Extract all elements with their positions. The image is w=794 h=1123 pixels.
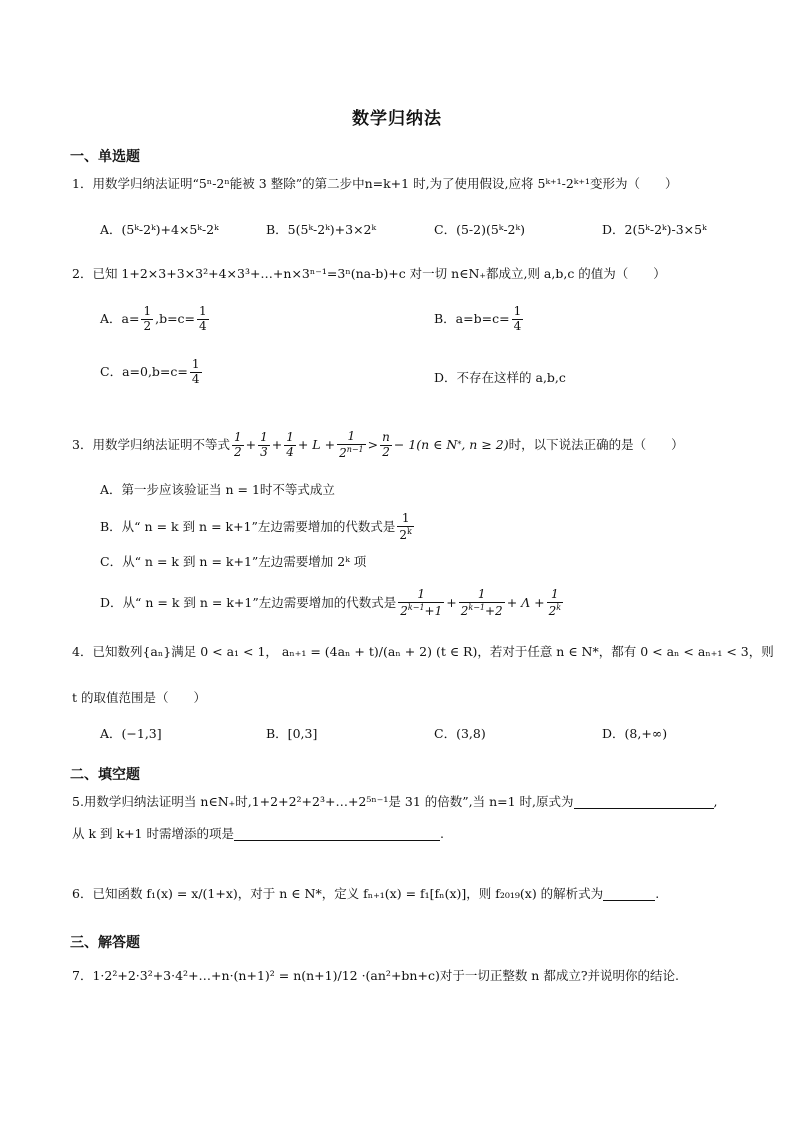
q5-line1-text: 5.用数学归纳法证明当 n∈N₊时,1+2+2²+2³+…+2⁵ⁿ⁻¹是 31 的倍数”,当 n=1 时,原式为 [72, 794, 574, 809]
q3-option-d [100, 588, 565, 619]
page-title: 数学归纳法 [352, 109, 442, 129]
q2-a-fraction-2 [197, 305, 209, 334]
q2-c-prefix: C．a=0,b=c= [100, 363, 188, 379]
q3-b-fraction: $\frac{1}{2^k}$ [399, 511, 412, 542]
section-heading-solution: 三、解答题 [70, 935, 140, 951]
numerator: 1 [199, 304, 207, 318]
q5-answer-blank-1[interactable] [574, 808, 714, 809]
section-heading-fill-blank: 二、填空题 [70, 767, 140, 783]
denominator: 4 [199, 318, 207, 333]
q2-c-fraction [190, 358, 202, 387]
q3-d-expression: $\frac{1}{2^{k-1}+1}$ + $\frac{1}{2^{k-1}+2}$ + Λ + $\frac{1}{2^k}$ [400, 587, 562, 618]
q2-b-prefix: B．a=b=c= [434, 310, 510, 326]
section-heading-single-choice: 一、单选题 [70, 149, 140, 165]
q4-stem-line2: t 的取值范围是（ ） [72, 690, 206, 705]
q2-stem: 2．已知 1+2×3+3×3²+4×3³+…+n×3ⁿ⁻¹=3ⁿ(na-b)+c 对一切 n∈N₊都成立,则 a,b,c 的值为（ ） [72, 266, 666, 281]
q5-answer-blank-2[interactable] [234, 840, 440, 841]
q3-option-a: A．第一步应该验证当 n = 1时不等式成立 [100, 482, 335, 497]
q2-option-c [100, 358, 204, 387]
q3-stem [72, 430, 684, 461]
q3-stem-suffix: 时，以下说法正确的是（ ） [508, 437, 684, 453]
q3-option-b [100, 512, 416, 543]
q3-inequality: $\frac{1}{2}$ + $\frac{1}{3}$ + $\frac{1}{4}$ + L + $\frac{1}{2^{n-1}}$ > $\frac{n}{2}$ − 1(n ∈ N * , n ≥ 2) [233, 429, 509, 460]
q1-option-a: A．(5ᵏ-2ᵏ)+4×5ᵏ-2ᵏ [100, 222, 219, 237]
q2-option-b [434, 305, 525, 334]
q4-option-d: D．(8,+∞) [602, 726, 668, 741]
q3-option-c: C．从“ n = k 到 n = k+1”左边需要增加 2ᵏ 项 [100, 554, 367, 569]
q1-option-c: C．(5-2)(5ᵏ-2ᵏ) [434, 222, 525, 237]
q5-line1 [72, 796, 718, 809]
q6-line [72, 888, 659, 901]
denominator: 2 [143, 318, 152, 333]
numerator: 1 [143, 304, 152, 318]
q5-line2-end: . [439, 826, 444, 841]
numerator: 1 [191, 357, 200, 371]
q4-stem-line1: 4．已知数列{aₙ}满足 0 < a₁ < 1， aₙ₊₁ = (4aₙ + t)/(aₙ + 2) (t ∈ R)，若对于任意 n ∈ N*，都有 0 < aₙ < aₙ₊₁ < 3，则 [72, 644, 774, 659]
q3-option-b-text: B．从“ n = k 到 n = k+1”左边需要增加的代数式是 [100, 519, 396, 535]
q6-answer-blank[interactable] [603, 900, 655, 901]
q4-option-b: B．[0,3] [266, 726, 318, 741]
denominator: 4 [191, 371, 200, 386]
q1-stem-text: 1．用数学归纳法证明“5ⁿ-2ⁿ能被 3 整除”的第二步中n=k+1 时,为了使用假设,应将 5ᵏ⁺¹-2ᵏ⁺¹变形为（ ） [72, 176, 678, 191]
q2-a-prefix: A．a= [100, 310, 140, 326]
q5-line2-text: 从 k 到 k+1 时需增添的项是 [72, 826, 234, 841]
q2-a-fraction-1 [141, 305, 153, 334]
q2-b-fraction [512, 305, 524, 334]
q3-option-d-text: D．从“ n = k 到 n = k+1”左边需要增加的代数式是 [100, 595, 397, 611]
q1-option-d: D．2(5ᵏ-2ᵏ)-3×5ᵏ [602, 222, 707, 237]
q6-text: 6．已知函数 f₁(x) = x/(1+x)，对于 n ∈ N*，定义 fₙ₊₁(x) = f₁[fₙ(x)]，则 f₂₀₁₉(x) 的解析式为 [72, 886, 604, 901]
q4-option-a: A．(−1,3] [100, 726, 162, 741]
q4-option-c: C．(3,8) [434, 726, 486, 741]
q2-option-d: D．不存在这样的 a,b,c [434, 370, 566, 385]
q3-stem-prefix: 3．用数学归纳法证明不等式 [72, 437, 230, 453]
q5-line1-end: , [713, 794, 718, 809]
q2-a-mid: ,b=c= [155, 310, 196, 326]
q2-option-a [100, 305, 211, 334]
q5-line2 [72, 828, 444, 841]
q7-stem: 7．1·2²+2·3²+3·4²+…+n·(n+1)² = n(n+1)/12 ·(an²+bn+c)对于一切正整数 n 都成立?并说明你的结论. [72, 968, 679, 983]
q1-stem [72, 178, 677, 191]
q1-option-b: B．5(5ᵏ-2ᵏ)+3×2ᵏ [266, 222, 377, 237]
denominator: 4 [513, 318, 522, 333]
numerator: 1 [513, 304, 522, 318]
q6-end: . [655, 886, 660, 901]
